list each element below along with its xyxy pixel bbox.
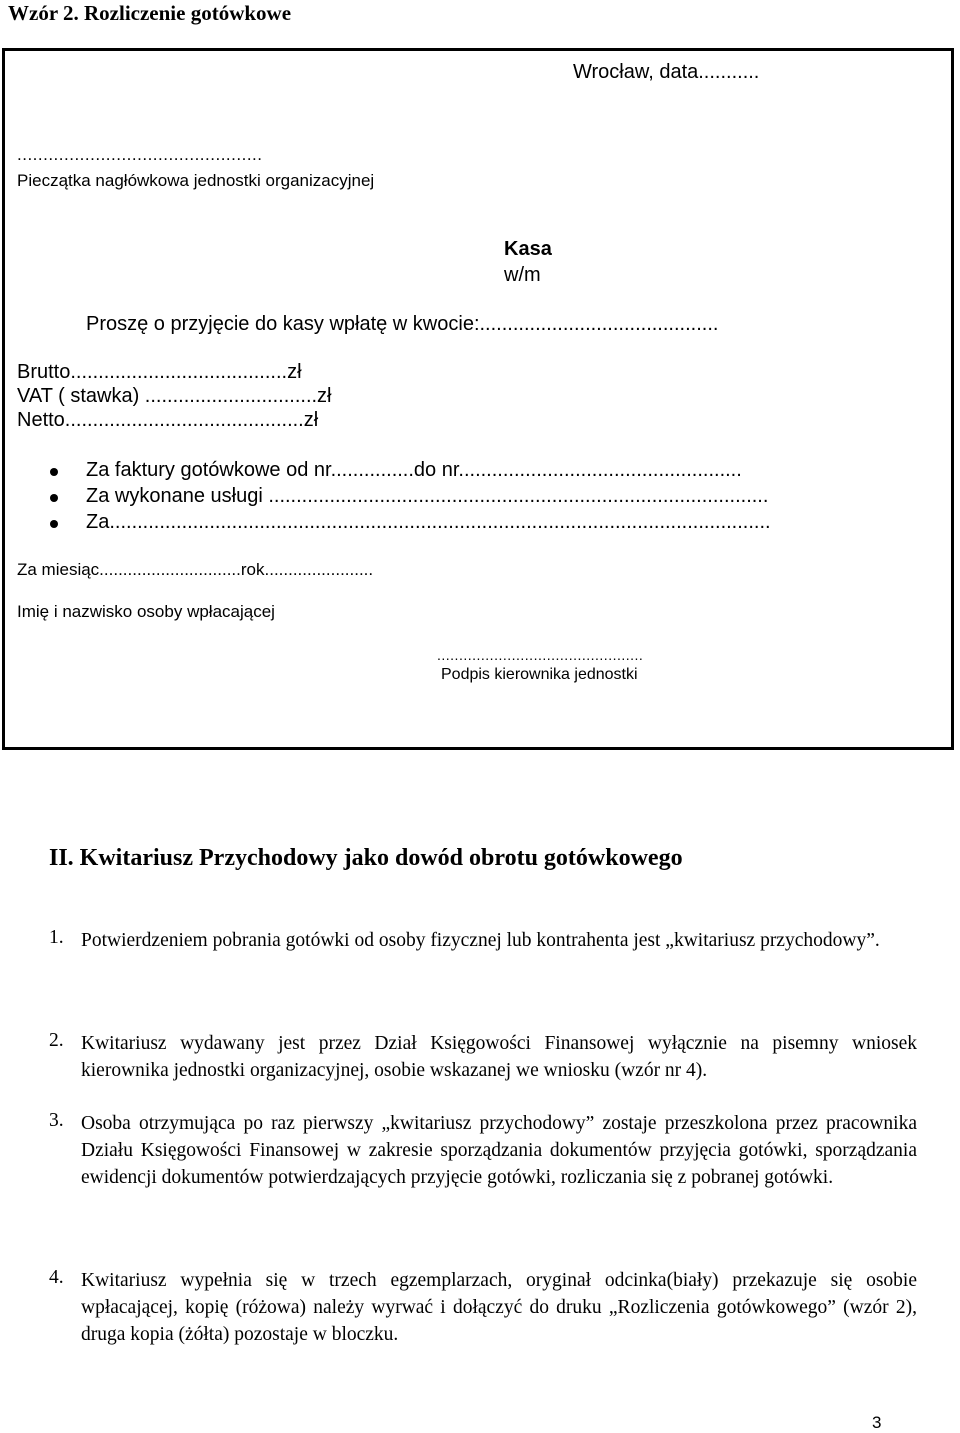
item-number: 2. xyxy=(49,1030,64,1051)
bullet-item-invoices: Za faktury gotówkowe od nr...............do nr................................................... xyxy=(86,459,742,481)
payer-name-label: Imię i nazwisko osoby wpłacającej xyxy=(17,602,275,621)
request-line: Proszę o przyjęcie do kasy wpłatę w kwocie:........................................... xyxy=(86,313,719,335)
item-text: Potwierdzeniem pobrania gotówki od osoby fizycznej lub kontrahenta jest „kwitariusz przychodowy”. xyxy=(81,930,880,951)
bullet-item-services: Za wykonane usługi .......................................................................................... xyxy=(86,485,769,507)
item-number: 1. xyxy=(49,927,64,948)
document-title: Wzór 2. Rozliczenie gotówkowe xyxy=(8,1,292,25)
bullet-item-other: Za....................................................................................................................... xyxy=(86,511,771,533)
bullet-icon xyxy=(50,494,58,502)
stamp-dots: ............................................... xyxy=(17,145,263,164)
net-line: Netto...........................................zł xyxy=(17,409,319,431)
item-number: 4. xyxy=(49,1267,64,1288)
item-text: Kwitariusz wypełnia się w trzech egzemplarzach, oryginał odcinka(biały) przekazuje się osobie wpłacającej, kopię (różowa) należy wyrwać i dołączyć do druku „Rozliczenia gotówkowego” (wzór 2), druga kopia (żółta) pozostaje w bloczku. xyxy=(81,1270,917,1345)
item-text: Kwitariusz wydawany jest przez Dział Księgowości Finansowej wyłącznie na pisemny wniosek kierownika jednostki organizacyjnej, osobie wskazanej we wniosku (wzór nr 4). xyxy=(81,1033,917,1081)
vat-line: VAT ( stawka) ...............................zł xyxy=(17,385,332,407)
cashier-label: Kasa xyxy=(504,238,552,260)
stamp-label: Pieczątka nagłówkowa jednostki organizacyjnej xyxy=(17,171,375,190)
bullet-icon xyxy=(50,468,58,476)
bullet-icon xyxy=(50,520,58,528)
item-text: Osoba otrzymująca po raz pierwszy „kwitariusz przychodowy” zostaje przeszkolona przez pracownika Działu Księgowości Finansowej w zakresie sporządzania dokumentów przyjęcia gotówki, sporządzania ewidencji dokumentów potwierdzających przyjęcie gotówki, rozliczania się z pobranej gotówki. xyxy=(81,1113,917,1188)
month-year-line: Za miesiąc..............................rok....................... xyxy=(17,560,374,579)
item-number: 3. xyxy=(49,1110,64,1131)
page-number: 3 xyxy=(872,1413,882,1432)
signature-label: Podpis kierownika jednostki xyxy=(441,666,638,683)
gross-line: Brutto.......................................zł xyxy=(17,361,302,383)
place-date-line: Wrocław, data........... xyxy=(573,61,760,83)
signature-dots: ............................................... xyxy=(437,647,644,663)
section-heading: II. Kwitariusz Przychodowy jako dowód obrotu gotówkowego xyxy=(49,845,683,871)
cashier-sub-label: w/m xyxy=(504,264,541,286)
